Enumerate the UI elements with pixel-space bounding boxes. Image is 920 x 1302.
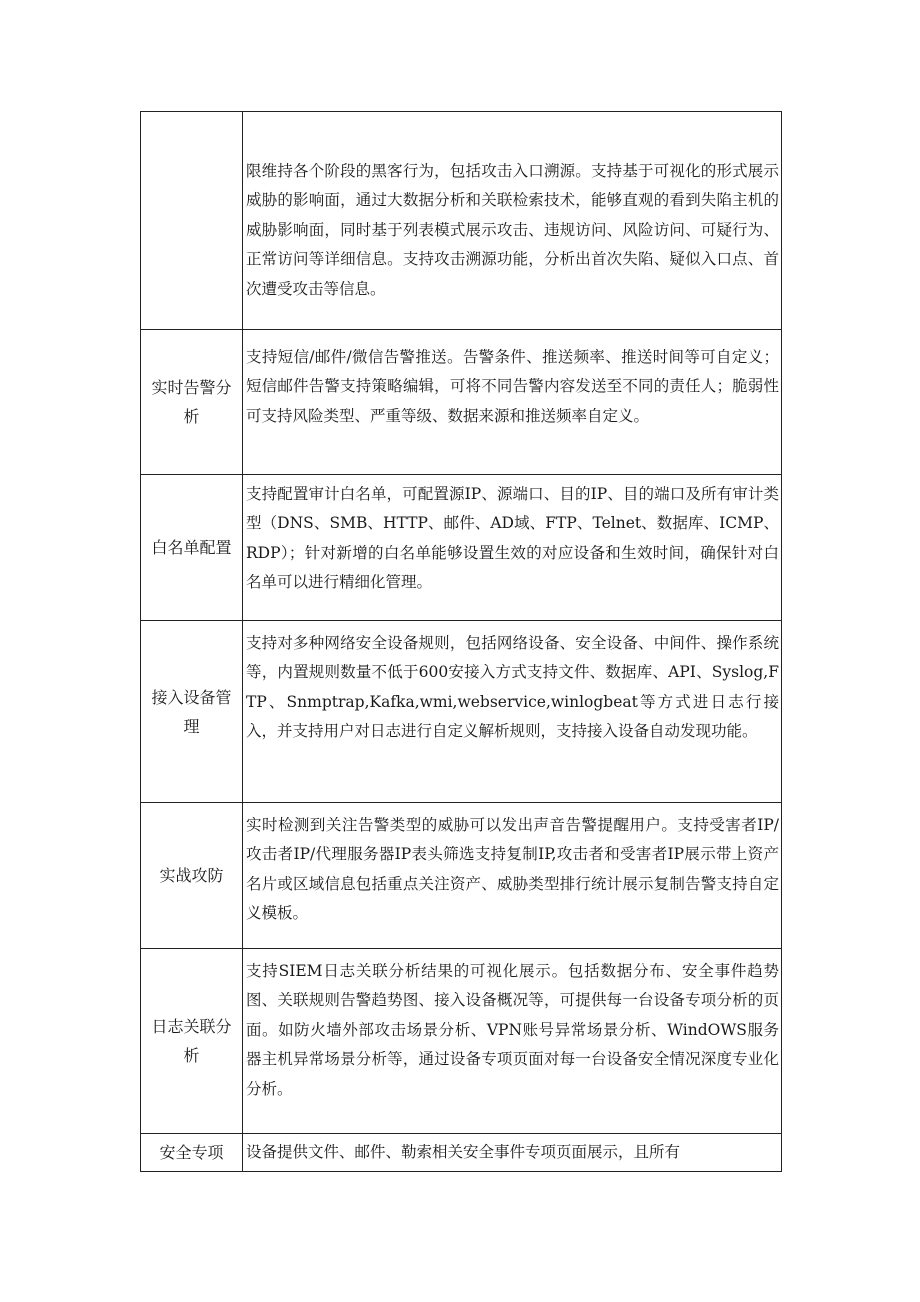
row-label: 白名单配置	[141, 475, 243, 621]
row-label: 实时告警分析	[141, 330, 243, 475]
row-description-text: 实时检测到关注告警类型的威胁可以发出声音告警提醒用户。支持受害者IP/攻击者IP/代理服务器IP表头筛选支持复制IP,攻击者和受害者IP展示带上资产名片或区域信息包括重点关注资产、威胁类型排行统计展示复制告警支持自定义模板。	[246, 816, 779, 923]
row-description-text: 支持对多种网络安全设备规则，包括网络设备、安全设备、中间件、操作系统等，内置规则数量不低于600安接入方式支持文件、数据库、API、Syslog,FTP、Snmptrap,Kafka,wmi,webservice,winlogbeat等方式进日志行接入，并支持用户对日志进行自定义解析规则，支持接入设备自动发现功能。	[246, 634, 779, 741]
table-row	[141, 330, 782, 475]
row-label	[141, 112, 243, 330]
row-label: 接入设备管理	[141, 621, 243, 803]
row-description	[243, 1134, 782, 1172]
table-row	[141, 621, 782, 803]
row-description-text: 支持SIEM日志关联分析结果的可视化展示。包括数据分布、安全事件趋势图、关联规则告警趋势图、接入设备概况等，可提供每一台设备专项分析的页面。如防火墙外部攻击场景分析、VPN账号异常场景分析、WindOWS服务器主机异常场景分析等，通过设备专项页面对每一台设备安全情况深度专业化分析。	[246, 962, 779, 1098]
table-row	[141, 475, 782, 621]
row-description-text: 支持配置审计白名单，可配置源IP、源端口、目的IP、目的端口及所有审计类型（DNS、SMB、HTTP、邮件、AD域、FTP、Telnet、数据库、ICMP、RDP）；针对新增的白名单能够设置生效的对应设备和生效时间，确保针对白名单可以进行精细化管理。	[246, 485, 779, 592]
row-description	[243, 803, 782, 949]
row-label: 安全专项	[141, 1134, 243, 1172]
row-description-text: 设备提供文件、邮件、勒索相关安全事件专项页面展示，且所有	[246, 1142, 681, 1161]
row-description	[243, 949, 782, 1134]
row-label: 实战攻防	[141, 803, 243, 949]
row-description	[243, 330, 782, 475]
row-description-text: 支持短信/邮件/微信告警推送。告警条件、推送频率、推送时间等可自定义；短信邮件告警支持策略编辑，可将不同告警内容发送至不同的责任人；脆弱性可支持风险类型、严重等级、数据来源和推送频率自定义。	[246, 348, 779, 425]
table-row	[141, 112, 782, 330]
row-description	[243, 621, 782, 803]
row-label: 日志关联分析	[141, 949, 243, 1134]
spec-table	[140, 111, 782, 1172]
table-row	[141, 803, 782, 949]
row-description	[243, 475, 782, 621]
row-description-text: 限维持各个阶段的黑客行为，包括攻击入口溯源。支持基于可视化的形式展示威胁的影响面，通过大数据分析和关联检索技术，能够直观的看到失陷主机的威胁影响面，同时基于列表模式展示攻击、违规访问、风险访问、可疑行为、正常访问等详细信息。支持攻击溯源功能，分析出首次失陷、疑似入口点、首次遭受攻击等信息。	[246, 162, 779, 298]
row-description	[243, 112, 782, 330]
table-row	[141, 1134, 782, 1172]
table-row	[141, 949, 782, 1134]
